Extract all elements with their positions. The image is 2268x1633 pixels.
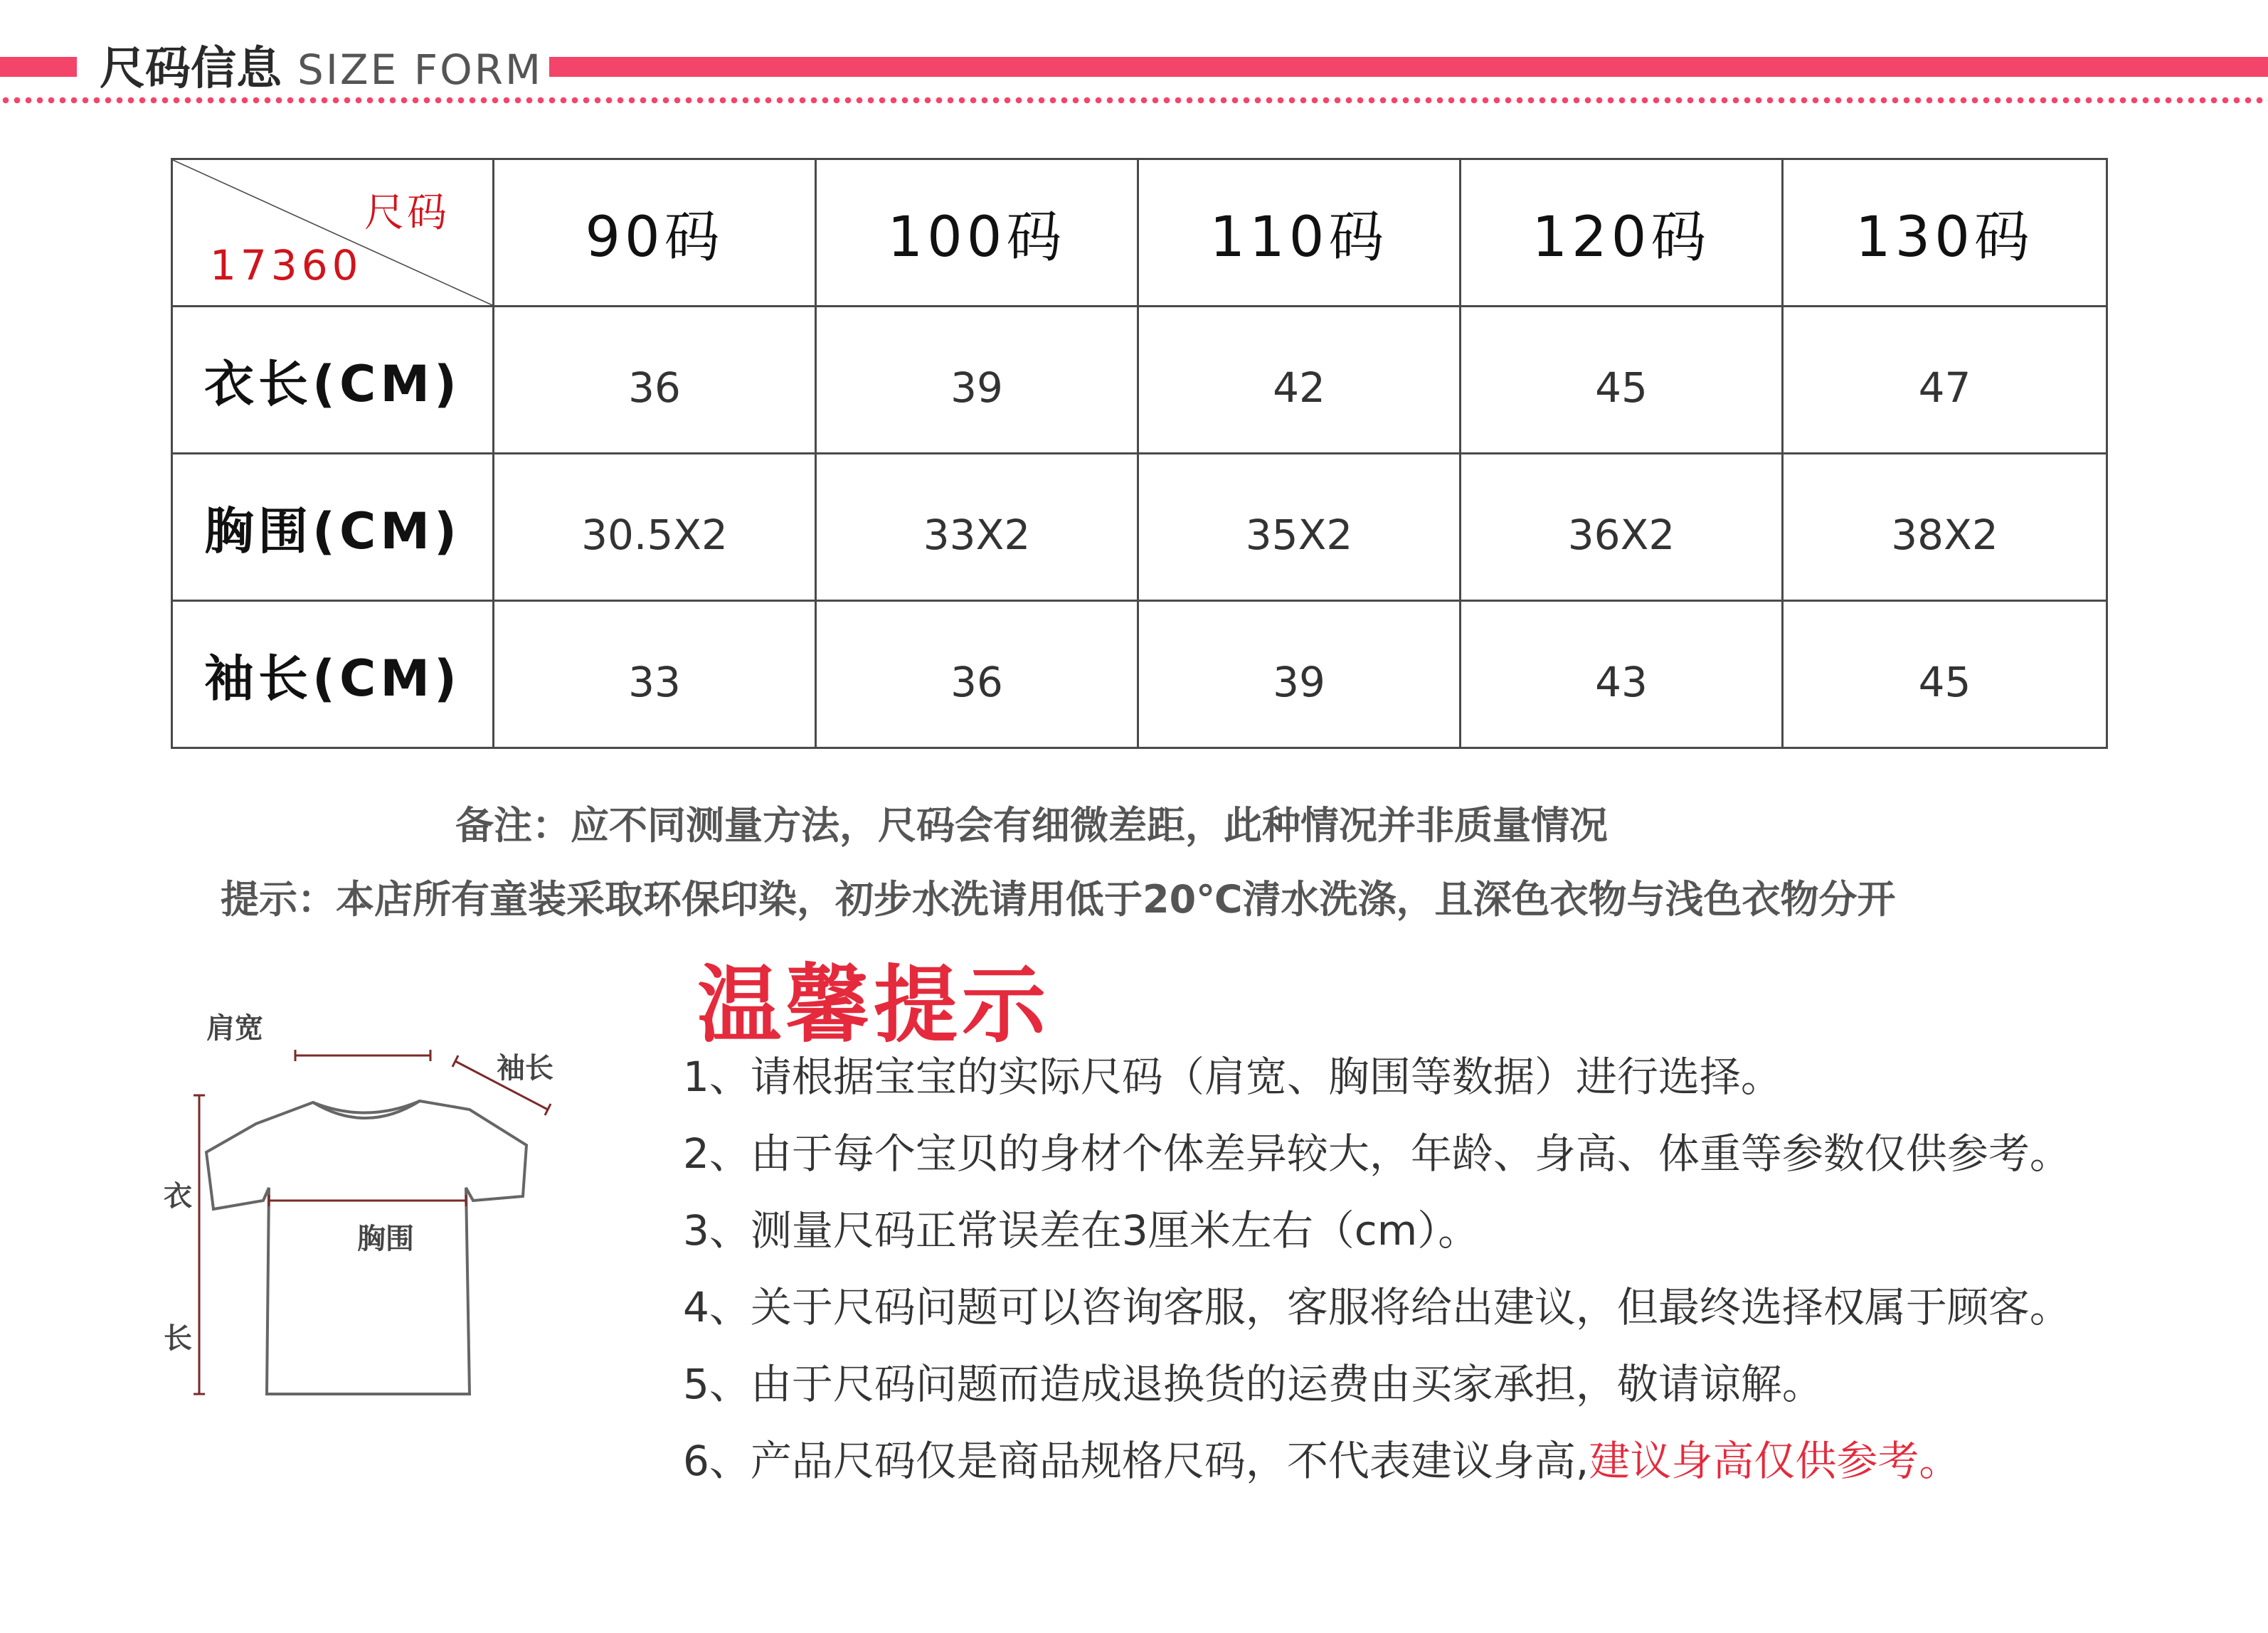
corner-size-label: 尺码 [364, 190, 450, 236]
table-cell: 36 [494, 307, 816, 454]
header-bar-left [0, 57, 77, 77]
chest-label: 胸围 [357, 1223, 414, 1255]
table-cell: 33X2 [816, 454, 1138, 601]
table-cell: 36 [816, 601, 1138, 748]
table-row [172, 601, 2107, 748]
table-cell: 30.5X2 [494, 454, 816, 601]
tip-6-highlight: 建议身高仅供参考。 [1589, 1437, 1961, 1485]
body-length-label-bottom: 长 [164, 1322, 192, 1355]
tip-6-text: 6、产品尺码仅是商品规格尺码，不代表建议身高, [683, 1437, 1589, 1485]
table-cell: 47 [1783, 307, 2107, 454]
header-bar-right [549, 57, 2268, 77]
size-header-90: 90码 [494, 159, 816, 307]
list-item: 4、关于尺码问题可以咨询客服，客服将给出建议，但最终选择权属于顾客。 [683, 1283, 2071, 1331]
table-cell: 42 [1138, 307, 1461, 454]
table-cell: 33 [494, 601, 816, 748]
tshirt-measurement-diagram [142, 1010, 598, 1422]
table-cell: 38X2 [1783, 454, 2107, 601]
list-item: 5、由于尺码问题而造成退换货的运费由买家承担，敬请谅解。 [683, 1360, 1823, 1408]
list-item: 3、测量尺码正常误差在3厘米左右（cm）。 [683, 1206, 1480, 1255]
row-label-chest: 胸围(CM) [172, 454, 494, 601]
table-row [172, 307, 2107, 454]
row-label-sleeve: 袖长(CM) [172, 601, 494, 748]
row-label-length: 衣长(CM) [172, 307, 494, 454]
table-cell: 35X2 [1138, 454, 1461, 601]
shoulder-width-label: 肩宽 [206, 1012, 263, 1045]
section-title-en: SIZE FORM [297, 46, 544, 94]
sleeve-length-label: 袖长 [497, 1052, 553, 1085]
body-length-label-top: 衣 [164, 1180, 192, 1213]
header-dotted-line [0, 97, 2268, 104]
table-header-row [172, 159, 2107, 307]
section-title-cn: 尺码信息 [100, 43, 282, 95]
warm-tips-title: 温馨提示 [697, 956, 1051, 1054]
size-header-100: 100码 [816, 159, 1138, 307]
size-table [171, 158, 2108, 749]
table-cell: 39 [816, 307, 1138, 454]
care-hint-note: 提示：本店所有童装采取环保印染，初步水洗请用低于20℃清水洗涤，且深色衣物与浅色衣物分开 [221, 877, 1896, 922]
table-cell: 45 [1783, 601, 2107, 748]
size-header-130: 130码 [1783, 159, 2107, 307]
section-header [0, 0, 2268, 121]
list-item: 1、请根据宝宝的实际尺码（肩宽、胸围等数据）进行选择。 [683, 1053, 1782, 1101]
table-row [172, 454, 2107, 601]
table-cell: 39 [1138, 601, 1461, 748]
list-item: 2、由于每个宝贝的身材个体差异较大，年龄、身高、体重等参数仅供参考。 [683, 1129, 2071, 1178]
size-header-110: 110码 [1138, 159, 1461, 307]
list-item [683, 1430, 2071, 1506]
table-cell: 45 [1461, 307, 1783, 454]
table-corner-cell [172, 159, 494, 307]
table-cell: 36X2 [1461, 454, 1783, 601]
corner-item-code: 17360 [210, 241, 363, 289]
warm-tips-list [683, 1046, 2071, 1506]
table-cell: 43 [1461, 601, 1783, 748]
remark-note: 备注：应不同测量方法，尺码会有细微差距，此种情况并非质量情况 [455, 803, 1608, 848]
section-title [100, 37, 543, 101]
size-header-120: 120码 [1461, 159, 1783, 307]
